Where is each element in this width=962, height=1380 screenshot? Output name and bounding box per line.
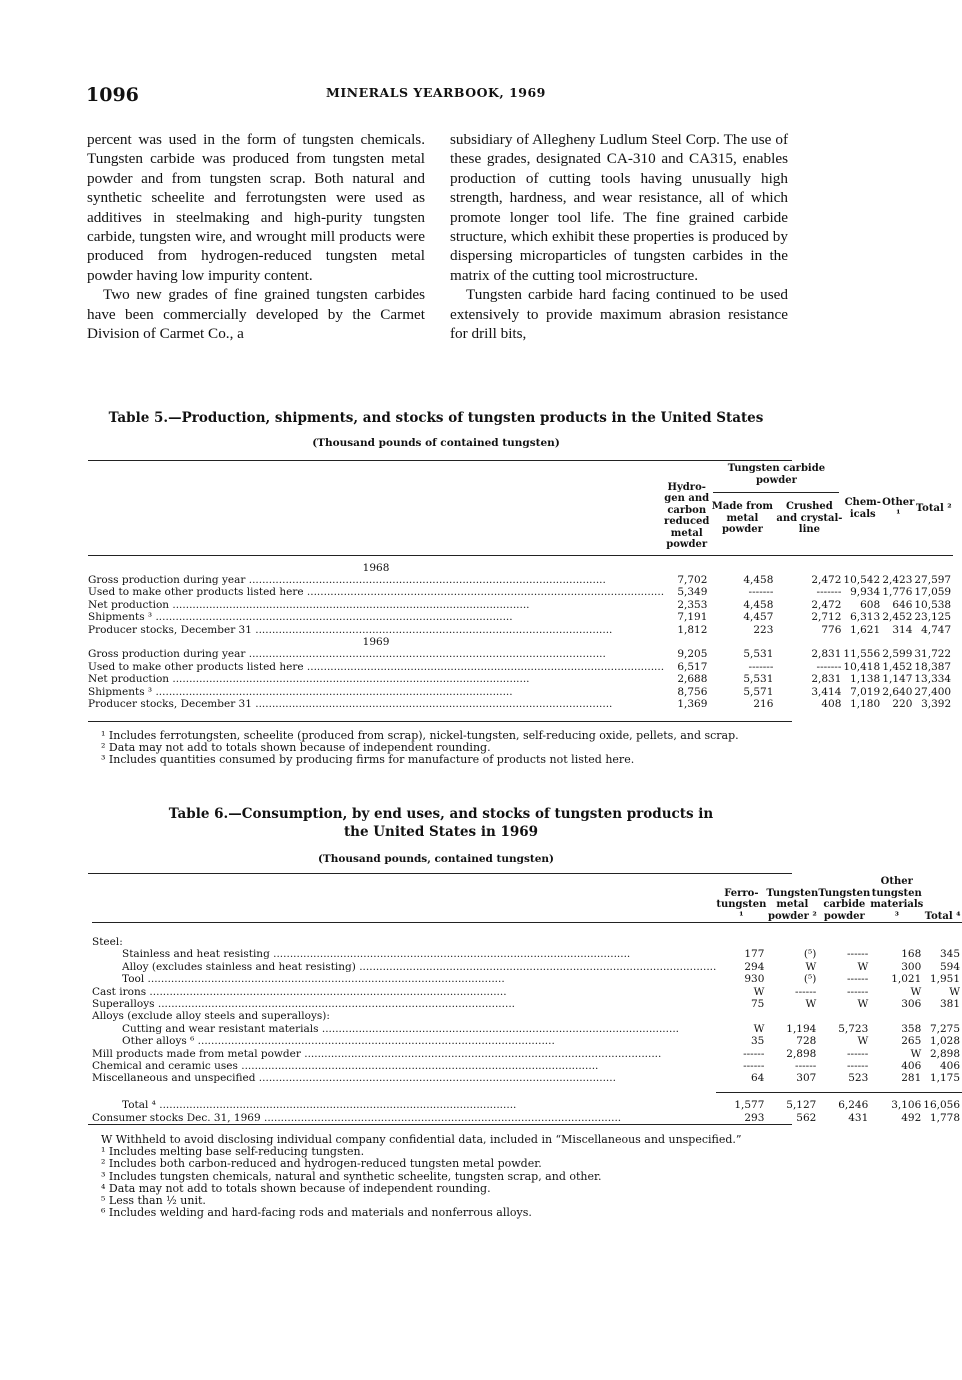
cell-value: 594 (940, 960, 961, 973)
row-label: Superalloys ..... (92, 998, 716, 1010)
cell-value: 2,353 (677, 598, 708, 611)
t5-header-other: Other ¹ (882, 497, 915, 520)
cell-value: ------ (846, 1047, 869, 1060)
cell-value: 281 (901, 1072, 922, 1085)
cell-value: 10,542 (843, 573, 881, 586)
table-row (88, 698, 953, 710)
left-paragraph-2: Two new grades of fine grained tungsten carbides have been commercially developed by the Carmet Division of Carmet Co., a (87, 286, 425, 343)
cell-value: 2,712 (811, 611, 842, 624)
table5-bottom-rule (88, 721, 792, 722)
table-row (92, 1048, 962, 1060)
table6-bottom-rule (88, 1124, 792, 1125)
cell-value: 1,147 (882, 673, 913, 686)
cell-value: 1,369 (677, 697, 708, 710)
cell-value: ------ (795, 1060, 817, 1073)
row-label: Miscellaneous and unspecified ..... (92, 1072, 716, 1084)
table-row (88, 574, 953, 586)
cell-value: ------ (795, 985, 817, 998)
row-label: Cast irons ..... (92, 986, 716, 998)
row-label: Producer stocks, December 31 ..... (88, 624, 664, 636)
table-row (92, 948, 962, 960)
page-number: 1096 (86, 84, 139, 106)
cell-value: W (753, 1022, 765, 1035)
cell-value: 930 (744, 973, 765, 986)
row-label: Net production ..... (88, 599, 664, 611)
row-label: Shipments ³ ..... (88, 686, 664, 698)
cell-value: 406 (940, 1060, 961, 1073)
row-label: Alloy (excludes stainless and heat resisting) ..... (92, 961, 716, 973)
cell-value: ------ (846, 973, 869, 986)
cell-value: 265 (901, 1035, 922, 1048)
cell-value: 2,688 (677, 673, 708, 686)
cell-value: W (857, 998, 869, 1011)
table6-top-rule (88, 873, 792, 874)
cell-value: W (805, 998, 817, 1011)
table-row (88, 686, 953, 698)
cell-value: 6,246 (838, 1099, 869, 1112)
t5-header-chemicals: Chem- icals (844, 497, 881, 520)
total-row (92, 1099, 962, 1111)
row-label: Used to make other products listed here ..... (88, 586, 664, 598)
cell-value: 381 (940, 998, 961, 1011)
table6-subtitle: (Thousand pounds, contained tungsten) (317, 853, 555, 865)
right-paragraph-1: subsidiary of Allegheny Ludlum Steel Corp. The use of these grades, designated CA-310 and CA315, enables production of cutting tools having unusually high strength, hardness, and wear resistance, all of which promote longer tool life. The fine grained carbide structure, which exhibit these properties is produced by dispersing microparticles of tungsten carbides in the matrix of the cutting tool microstructure. (450, 131, 788, 284)
t6-header-other: Other tungsten materials ³ (870, 876, 924, 922)
cell-value: 1,180 (850, 697, 881, 710)
t6-footnote-3: ³ Includes tungsten chemicals, natural and synthetic scheelite, tungsten scrap, and other. (101, 1169, 602, 1183)
table-row (88, 673, 953, 685)
cell-value: 177 (744, 948, 765, 961)
t5-year-1968: 1968 (362, 561, 390, 574)
cell-value: (⁵) (803, 948, 817, 961)
row-label: Cutting and wear resistant materials ..... (92, 1023, 716, 1035)
cell-value: ------ (846, 948, 869, 961)
right-paragraph-2: Tungsten carbide hard facing continued to be used extensively to provide maximum abrasion resistance for drill bits, (450, 286, 788, 343)
t5-header-crushed: Crushed and crystal- line (776, 501, 843, 535)
cell-value: 562 (796, 1111, 817, 1124)
t5-header-hydrogen: Hydro- gen and carbon reduced metal powder (664, 481, 710, 550)
table-row (88, 661, 953, 673)
t6-header-carbide: Tungsten carbide powder (818, 887, 871, 922)
cell-value: 1,577 (734, 1099, 765, 1112)
t6-footnote-2: ² Includes both carbon-reduced and hydrogen-reduced tungsten metal powder. (101, 1157, 542, 1171)
cell-value: 314 (892, 623, 913, 636)
table-row (88, 624, 953, 636)
table-row (92, 1060, 962, 1072)
cell-value: 1,812 (677, 623, 708, 636)
t6-footnote-w: W Withheld to avoid disclosing individual company confidential data, included in “Miscellaneous and unspecified.” (101, 1133, 742, 1146)
t5-header-made: Made from metal powder (711, 501, 773, 535)
cell-value: 3,106 (891, 1099, 922, 1112)
row-label: Mill products made from metal powder ..... (92, 1048, 716, 1060)
row-label: Shipments ³ ..... (88, 611, 664, 623)
table5-title: Table 5.—Production, shipments, and stocks of tungsten products in the United States (108, 410, 764, 426)
cell-value: 7,191 (677, 611, 708, 624)
cell-value: 1,194 (786, 1022, 817, 1035)
left-paragraph-1: percent was used in the form of tungsten chemicals. Tungsten carbide was produced from tungsten metal powder and from tungsten scrap. Both natural and synthetic scheelite and ferrotungsten were used as additives in steelmaking and high-purity tungsten carbide, tungsten wire, and wrought mill products were produced from hydrogen-reduced tungsten metal powder having low impurity content. (87, 131, 425, 284)
table-row (92, 961, 962, 973)
cell-value: 168 (901, 948, 922, 961)
cell-value: 4,458 (743, 573, 774, 586)
cell-value: 31,722 (914, 648, 952, 661)
cell-value: 2,472 (811, 573, 842, 586)
cell-value: 1,951 (929, 973, 961, 986)
cell-value: W (857, 1035, 869, 1048)
cell-value: 220 (892, 697, 913, 710)
cell-value: 4,747 (921, 623, 952, 636)
cell-value: W (753, 985, 765, 998)
row-label: Gross production during year ..... (88, 648, 664, 660)
cell-value: 2,831 (811, 673, 842, 686)
cell-value: W (805, 960, 817, 973)
cell-value: 5,531 (743, 648, 774, 661)
cell-value: 5,531 (743, 673, 774, 686)
cell-value: 7,275 (929, 1022, 961, 1035)
cell-value: 11,556 (843, 648, 881, 661)
t6-header-total: Total ⁴ (924, 910, 961, 922)
table6 (92, 876, 962, 1124)
cell-value: 646 (892, 598, 913, 611)
cell-value: 9,205 (677, 648, 708, 661)
table5-footnotes (89, 730, 797, 767)
cell-value: 3,414 (811, 685, 842, 698)
cell-value: W (910, 985, 922, 998)
cell-value: ------- (816, 586, 842, 599)
t5-footnote-2: ² Data may not add to totals shown because of independent rounding. (101, 741, 491, 755)
cell-value: 2,831 (811, 648, 842, 661)
table-row (92, 973, 962, 985)
cell-value: 7,702 (677, 573, 708, 586)
cell-value: 2,640 (882, 685, 913, 698)
cell-value: 5,571 (743, 685, 774, 698)
cell-value: 1,778 (929, 1111, 961, 1124)
cell-value: 523 (848, 1072, 869, 1085)
row-label: Net production ..... (88, 673, 664, 685)
cell-value: 608 (860, 598, 881, 611)
row-label: Other alloys ⁶ ..... (92, 1035, 716, 1047)
cell-value: 1,021 (891, 973, 922, 986)
row-label: Gross production during year ..... (88, 574, 664, 586)
cell-value: 1,138 (850, 673, 881, 686)
t6-steel-label: Steel: (92, 936, 123, 948)
left-column (87, 130, 425, 343)
cell-value: 300 (901, 960, 922, 973)
cell-value: ------- (748, 586, 774, 599)
cell-value: 10,538 (914, 598, 952, 611)
cell-value: 1,028 (929, 1035, 961, 1048)
cell-value: 75 (751, 998, 765, 1011)
cell-value: 306 (901, 998, 922, 1011)
t5-footnote-1: ¹ Includes ferrotungsten, scheelite (produced from scrap), nickel-tungsten, self-reducing oxide, pellets, and scrap. (101, 729, 739, 742)
cell-value: 6,517 (677, 660, 708, 673)
table6-footnotes (89, 1134, 797, 1219)
cell-value: ------ (846, 1060, 869, 1073)
right-column (450, 130, 788, 343)
cell-value: 293 (744, 1111, 765, 1124)
cell-value: W (857, 960, 869, 973)
t6-footnote-1: ¹ Includes melting base self-reducing tungsten. (101, 1145, 365, 1159)
cell-value: 5,723 (838, 1022, 869, 1035)
cell-value: 345 (940, 948, 961, 961)
page-header (86, 84, 786, 106)
cell-value: W (910, 1047, 922, 1060)
table-row (92, 1023, 962, 1035)
t5-header-carbide-group: Tungsten carbide powder (713, 463, 839, 493)
table-row (88, 599, 953, 611)
row-label: Stainless and heat resisting ..... (92, 948, 716, 960)
cell-value: 6,313 (850, 611, 881, 624)
cell-value: 1,776 (882, 586, 913, 599)
t6-footnote-6: ⁶ Includes welding and hard-facing rods and materials and nonferrous alloys. (101, 1206, 532, 1220)
cell-value: 4,457 (743, 611, 774, 624)
cell-value: 408 (821, 697, 842, 710)
cell-value: ------ (743, 1047, 765, 1060)
t5-header-total: Total ² (915, 503, 952, 514)
cell-value: 1,175 (929, 1072, 961, 1085)
cell-value: 27,400 (914, 685, 952, 698)
cell-value: 27,597 (914, 573, 952, 586)
row-label: Total ⁴ ..... (92, 1099, 716, 1111)
row-label: Tool ..... (92, 973, 716, 985)
table-row (92, 1035, 962, 1047)
cell-value: 492 (901, 1111, 922, 1124)
cell-value: 8,756 (677, 685, 708, 698)
cell-value: 2,898 (929, 1047, 961, 1060)
t6-header-metal: Tungsten metal powder ² (766, 887, 819, 922)
row-label: Used to make other products listed here ..... (88, 661, 664, 673)
cell-value: 16,056 (923, 1099, 961, 1112)
cell-value: 294 (744, 960, 765, 973)
table5-top-rule (88, 460, 792, 461)
cell-value: ------- (816, 660, 842, 673)
cell-value: 9,934 (850, 586, 881, 599)
cell-value: 307 (796, 1072, 817, 1085)
cell-value: 2,472 (811, 598, 842, 611)
table5 (88, 463, 953, 710)
table-row (92, 1072, 962, 1084)
t5-year-1969: 1969 (362, 635, 390, 648)
cell-value: 2,452 (882, 611, 913, 624)
cell-value: 358 (901, 1022, 922, 1035)
t6-footnote-5: ⁵ Less than ½ unit. (101, 1194, 206, 1208)
row-label: Consumer stocks Dec. 31, 1969 ..... (92, 1112, 716, 1124)
t6-footnote-4: ⁴ Data may not add to totals shown because of independent rounding. (101, 1181, 491, 1195)
table-row (88, 611, 953, 623)
t6-header-ferro: Ferro- tungsten ¹ (716, 887, 767, 922)
cell-value: 1,621 (850, 623, 881, 636)
t6-alloys-label: Alloys (exclude alloy steels and superalloys): (92, 1010, 330, 1023)
cell-value: 23,125 (914, 611, 952, 624)
running-head: MINERALS YEARBOOK, 1969 (326, 85, 546, 100)
cell-value: 4,458 (743, 598, 774, 611)
cell-value: 728 (796, 1035, 817, 1048)
row-label: Chemical and ceramic uses ..... (92, 1060, 716, 1072)
cell-value: ------- (748, 660, 774, 673)
cell-value: (⁵) (803, 973, 817, 986)
cell-value: 3,392 (921, 697, 952, 710)
row-label: Producer stocks, December 31 ..... (88, 698, 664, 710)
cell-value: 776 (821, 623, 842, 636)
table-row (92, 986, 962, 998)
table-row (88, 648, 953, 660)
cell-value: 223 (753, 623, 774, 636)
cell-value: 2,423 (882, 573, 913, 586)
cell-value: 17,059 (914, 586, 952, 599)
cell-value: 5,127 (786, 1099, 817, 1112)
cell-value: 406 (901, 1060, 922, 1073)
table-row (88, 586, 953, 598)
table6-title: Table 6.—Consumption, by end uses, and stocks of tungsten products in the United States in 1969 (168, 806, 714, 840)
stocks-row (92, 1112, 962, 1124)
cell-value: 2,599 (882, 648, 913, 661)
cell-value: 13,334 (914, 673, 952, 686)
cell-value: 2,898 (786, 1047, 817, 1060)
cell-value: 10,418 (843, 660, 881, 673)
table-row (92, 998, 962, 1010)
t5-footnote-3: ³ Includes quantities consumed by producing firms for manufacture of products not listed here. (101, 753, 635, 767)
table5-subtitle: (Thousand pounds of contained tungsten) (312, 437, 560, 449)
cell-value: 431 (848, 1111, 869, 1124)
cell-value: ------ (846, 985, 869, 998)
cell-value: 35 (751, 1035, 765, 1048)
cell-value: 7,019 (850, 685, 881, 698)
cell-value: 1,452 (882, 660, 913, 673)
cell-value: 64 (751, 1072, 765, 1085)
cell-value: W (949, 985, 961, 998)
cell-value: ------ (743, 1060, 765, 1073)
cell-value: 5,349 (677, 586, 708, 599)
cell-value: 216 (753, 697, 774, 710)
cell-value: 18,387 (914, 660, 952, 673)
